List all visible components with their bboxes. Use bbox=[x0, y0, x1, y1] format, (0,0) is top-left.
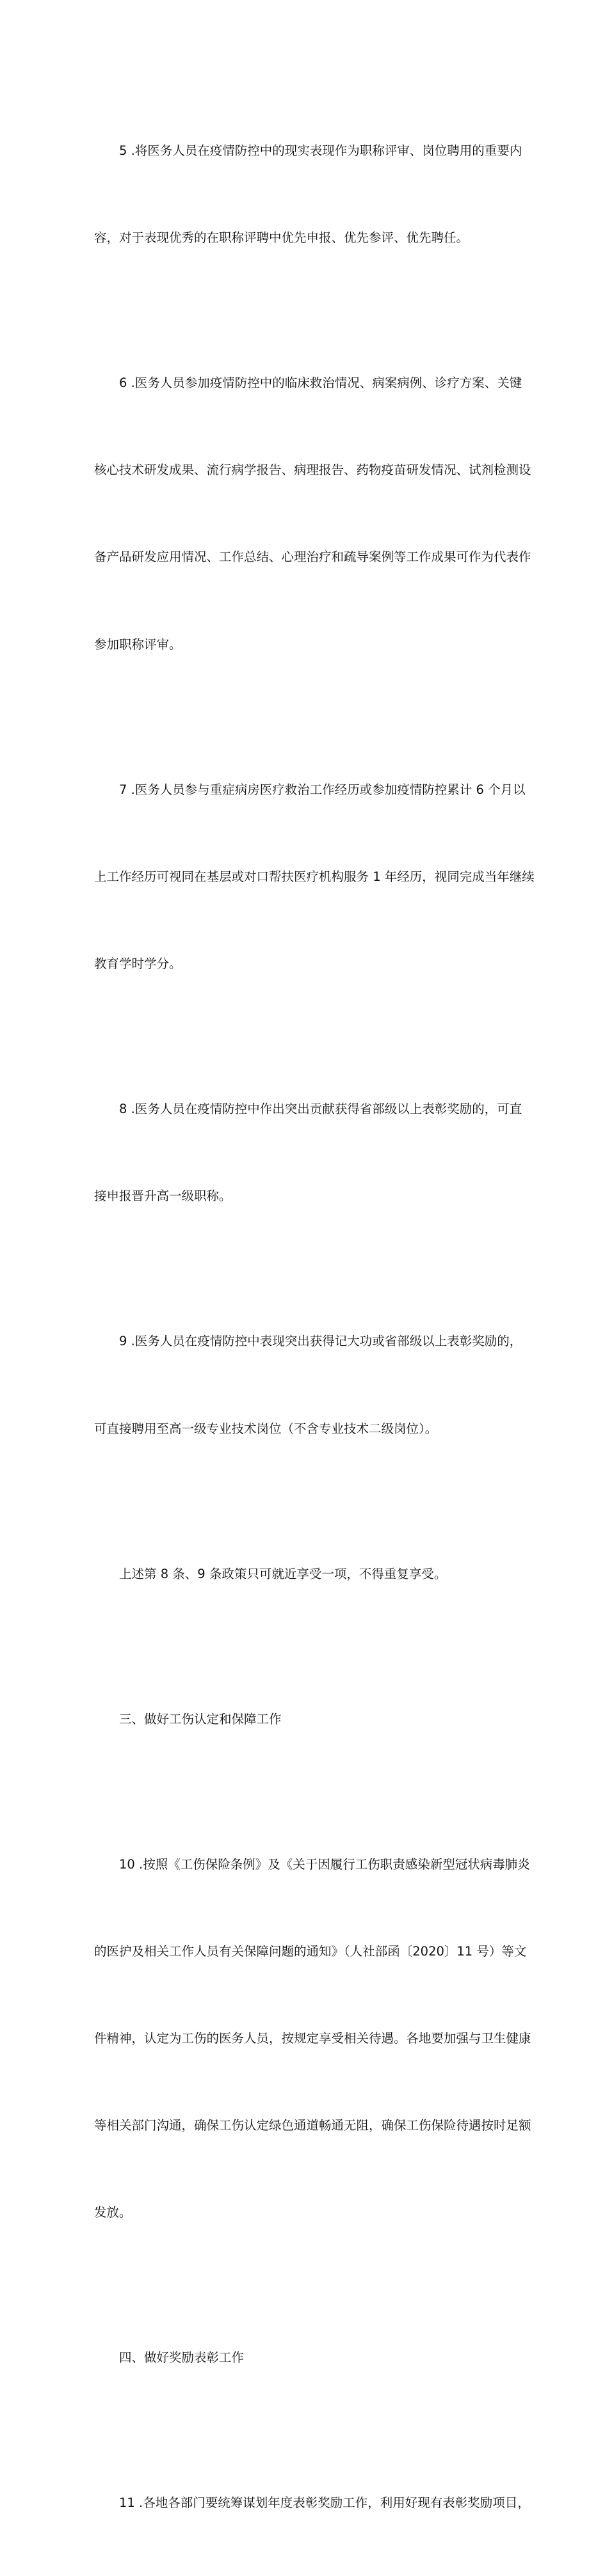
text-line: 发放。 bbox=[94, 2205, 132, 2220]
paragraph-item-7 bbox=[69, 717, 535, 1036]
text-line: 上工作经历可视同在基层或对口帮扶医疗机构服务 1 年经历，视同完成当年继续 bbox=[94, 869, 535, 884]
text-line: 接申报晋升高一级职称。 bbox=[94, 1189, 232, 1204]
text-line: 7 .医务人员参与重症病房医疗救治工作经历或参加疫情防控累计 6 个月以 bbox=[119, 782, 526, 797]
text-line: 四、做好奖励表彰工作 bbox=[119, 2350, 245, 2366]
paragraph-item-6 bbox=[69, 310, 531, 717]
text-line: 可直接聘用至高一级专业技术岗位（不含专业技术二级岗位）。 bbox=[94, 1421, 438, 1436]
document-body bbox=[69, 78, 535, 2576]
text-line: 备产品研发应用情况、工作总结、心理治疗和疏导案例等工作成果可作为代表作 bbox=[94, 549, 531, 565]
text-line: 参加职称评审。 bbox=[94, 636, 182, 652]
text-line: 6 .医务人员参加疫情防控中的临床救治情况、病案病例、诊疗方案、关键 bbox=[119, 375, 522, 391]
text-line: 等相关部门沟通，确保工伤认定绿色通道畅通无阻，确保工伤保险待遇按时足额 bbox=[94, 2118, 531, 2133]
paragraph-note bbox=[69, 1501, 521, 1647]
text-line: 的医护及相关工作人员有关保障问题的通知》（人社部函〔2020〕11 号）等文 bbox=[94, 1943, 527, 1959]
text-line: 11 .各地各部门要统筹谋划年度表彰奖励工作，利用好现有表彰奖励项目， bbox=[119, 2495, 530, 2511]
text-line: 件精神，认定为工伤的医务人员，按规定享受相关待遇。各地要加强与卫生健康 bbox=[94, 2030, 531, 2046]
text-line: 8 .医务人员在疫情防控中作出突出贡献获得省部级以上表彰奖励的，可直 bbox=[119, 1102, 522, 1117]
text-line: 核心技术研发成果、流行病学报告、病理报告、药物疫苗研发情况、试剂检测设 bbox=[94, 462, 531, 478]
paragraph-item-8 bbox=[69, 1036, 521, 1268]
text-line: 9 .医务人员在疫情防控中表现突出获得记大功或省部级以上表彰奖励的， bbox=[119, 1334, 522, 1349]
text-line: 三、做好工伤认定和保障工作 bbox=[119, 1711, 282, 1727]
paragraph-item-5 bbox=[69, 78, 521, 310]
text-line: 教育学时学分。 bbox=[94, 956, 182, 972]
text-line: 容，对于表现优秀的在职称评聘中优先申报、优先参评、优先聘任。 bbox=[94, 230, 469, 246]
paragraph-item-10 bbox=[69, 1792, 531, 2286]
section-heading-4 bbox=[69, 2286, 521, 2431]
paragraph-item-11 bbox=[69, 2431, 530, 2576]
text-line: 10 .按照《工伤保险条例》及《关于因履行工伤职责感染新型冠状病毒肺炎 bbox=[119, 1856, 530, 1872]
text-line: 上述第 8 条、9 条政策只可就近享受一项，不得重复享受。 bbox=[119, 1566, 447, 1581]
section-heading-3 bbox=[69, 1647, 521, 1792]
text-line: 5 .将医务人员在疫情防控中的现实表现作为职称评审、岗位聘用的重要内 bbox=[119, 143, 522, 158]
paragraph-item-9 bbox=[69, 1268, 521, 1501]
